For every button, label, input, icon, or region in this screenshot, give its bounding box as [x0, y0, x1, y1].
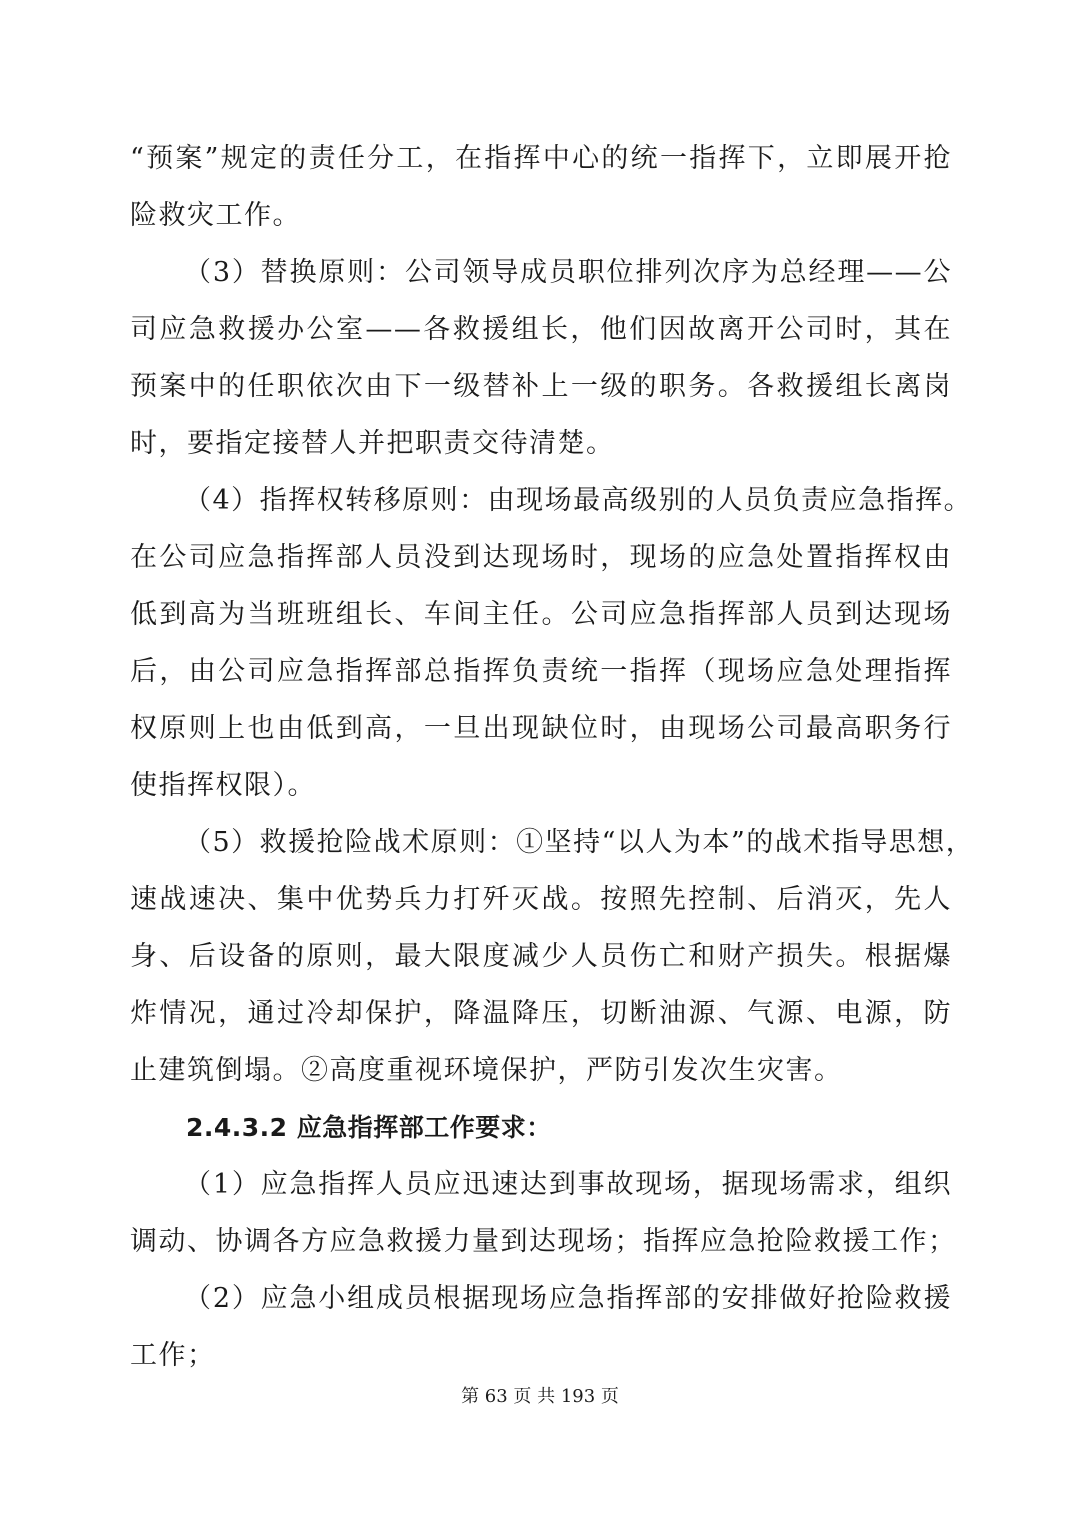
text-line: 低到高为当班班组长、车间主任。公司应急指挥部人员到达现场 [130, 599, 952, 630]
text-line: 险救灾工作。 [130, 200, 301, 231]
text-line: 在公司应急指挥部人员没到达现场时，现场的应急处置指挥权由 [130, 542, 952, 573]
text-line: （4）指挥权转移原则：由现场最高级别的人员负责应急指挥。 [184, 485, 973, 516]
document-body [130, 130, 975, 1384]
text-line: 后，由公司应急指挥部总指挥负责统一指挥（现场应急处理指挥 [130, 656, 952, 687]
text-line: 速战速决、集中优势兵力打歼灭战。按照先控制、后消灭，先人 [130, 884, 952, 915]
text-line: （5）救援抢险战术原则：①坚持“以人为本”的战术指导思想， [184, 827, 975, 858]
text-line: 时，要指定接替人并把职责交待清楚。 [130, 428, 615, 459]
text-line: 止建筑倒塌。②高度重视环境保护，严防引发次生灾害。 [130, 1055, 843, 1086]
page-number-footer: 第 63 页 共 193 页 [461, 1386, 619, 1407]
text-line: （2）应急小组成员根据现场应急指挥部的安排做好抢险救援 [184, 1283, 952, 1314]
section-heading: 2.4.3.2 应急指挥部工作要求： [186, 1113, 552, 1142]
text-line: 炸情况，通过冷却保护，降温降压，切断油源、气源、电源，防 [130, 998, 952, 1029]
text-line: 权原则上也由低到高，一旦出现缺位时，由现场公司最高职务行 [130, 713, 952, 744]
text-line: 调动、协调各方应急救援力量到达现场；指挥应急抢险救援工作； [130, 1226, 957, 1257]
text-line: “预案”规定的责任分工，在指挥中心的统一指挥下，立即展开抢 [130, 143, 952, 174]
text-line: 使指挥权限）。 [130, 770, 316, 801]
text-line: 身、后设备的原则，最大限度减少人员伤亡和财产损失。根据爆 [130, 941, 952, 972]
text-line: 司应急救援办公室——各救援组长，他们因故离开公司时，其在 [130, 314, 952, 345]
text-line: 预案中的任职依次由下一级替补上一级的职务。各救援组长离岗 [130, 371, 952, 402]
text-line: （1）应急指挥人员应迅速达到事故现场，据现场需求，组织 [184, 1169, 952, 1200]
text-line: （3）替换原则：公司领导成员职位排列次序为总经理——公 [184, 257, 952, 288]
text-line: 工作； [130, 1340, 216, 1371]
